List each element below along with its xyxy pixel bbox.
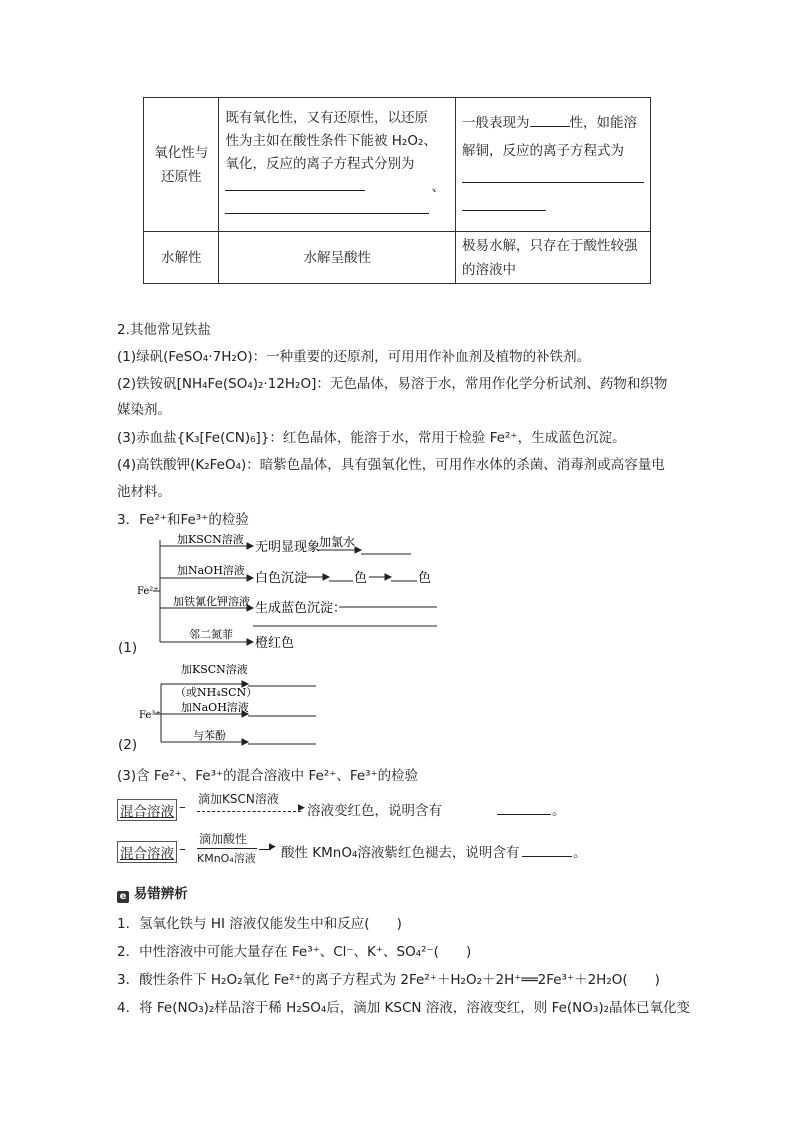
list-item: 4．将 Fe(NO₃)₂样品溶于稀 H₂SO₄后，滴加 KSCN 溶液，溶液变红，则 Fe(NO₃)₂晶体已氧化变 (117, 1000, 690, 1016)
table-row (144, 98, 651, 232)
punctuation: 。 (552, 803, 566, 819)
diagram-label: (2) (118, 737, 138, 753)
row-label-hydrolysis: 水解性 (144, 232, 219, 284)
reagent-label: 加NaOH溶液 (181, 701, 249, 714)
reagent-label: KMnO₄溶液 (197, 852, 256, 865)
color-label: 色 (354, 571, 368, 586)
answer-blank[interactable] (497, 800, 551, 815)
paragraph: (1)绿矾(FeSO₄·7H₂O)：一种重要的还原剂，可用用作补血剂及植物的补铁剂。 (117, 349, 591, 365)
answer-blank[interactable] (522, 842, 572, 857)
list-item: 2．中性溶液中可能大量存在 Fe³⁺、Cl⁻、K⁺、SO₄²⁻( ) (117, 944, 472, 960)
reagent-label: 滴加KSCN溶液 (198, 792, 279, 806)
cell-text (462, 109, 644, 137)
cell-fe3-redox (456, 98, 651, 232)
punctuation: 。 (573, 845, 587, 861)
answer-line (462, 165, 644, 193)
arrow-line (197, 848, 257, 849)
cell-text: 、 (431, 179, 445, 195)
reagent-label: 加NaOH溶液 (177, 564, 245, 577)
color-label: 色 (418, 571, 432, 586)
list-item: 3．酸性条件下 H₂O₂氧化 Fe²⁺的离子方程式为 2Fe²⁺＋H₂O₂＋2H⁺══2Fe³⁺＋2H₂O( ) (117, 972, 660, 988)
cell-fe2-redox (219, 98, 456, 232)
reagent-label: 与苯酚 (193, 729, 226, 742)
paragraph: 池材料。 (117, 484, 171, 500)
list-item: 1．氢氧化铁与 HI 溶液仅能发生中和反应( ) (117, 916, 402, 932)
error-section-header (117, 882, 188, 903)
arrow-head: ▶ (269, 842, 276, 852)
answer-blank[interactable] (225, 176, 365, 191)
diagram-ion: Fe²⁺ (137, 586, 159, 597)
answer-line (225, 199, 449, 222)
result-text: 酸性 KMnO₄溶液紫红色褪去，说明含有 (281, 845, 520, 861)
mixed-test-line-2 (117, 829, 637, 869)
dash: – (179, 841, 186, 857)
diagram-label: (1) (118, 640, 138, 656)
dash: – (179, 799, 186, 815)
properties-table (143, 97, 651, 284)
arrow-line (197, 811, 301, 812)
cell-fe3-hydrolysis (456, 232, 651, 284)
result-label: 白色沉淀 (255, 571, 308, 586)
answer-blank[interactable] (462, 168, 644, 183)
section-title: 3．Fe²⁺和Fe³⁺的检验 (117, 512, 249, 528)
result-label: 生成蓝色沉淀： (255, 601, 347, 616)
mixed-test-line-1 (117, 790, 617, 820)
cell-fe2-hydrolysis: 水解呈酸性 (219, 232, 456, 284)
mixed-solution-box: 混合溶液 (117, 799, 177, 821)
table-row (144, 232, 651, 284)
fe2-test-diagram (117, 532, 457, 660)
paragraph: (4)高铁酸钾(K₂FeO₄)：暗紫色晶体，具有强氧化性，可用作水体的杀菌、消毒剂或高容量电 (117, 457, 665, 473)
cell-text: 极易水解，只存在于酸性较强 (462, 237, 638, 254)
answer-blank[interactable] (225, 199, 429, 214)
error-section-title: 易错辨析 (133, 886, 188, 902)
reagent-label: 加氯水 (319, 535, 356, 549)
result-text: 溶液变红色，说明含有 (307, 803, 442, 819)
paragraph: (2)铁铵矾[NH₄Fe(SO₄)₂·12H₂O]：无色晶体，易溶于水，常用作化学分析试剂、药物和织物 (117, 376, 668, 392)
result-label: 橙红色 (255, 636, 295, 651)
subsection-title: (3)含 Fe²⁺、Fe³⁺的混合溶液中 Fe²⁺、Fe³⁺的检验 (117, 768, 419, 784)
answer-line (462, 193, 644, 221)
diagram-ion: Fe³⁺ (139, 710, 161, 721)
cell-text: 性，如能溶 (569, 114, 637, 131)
reagent-label: 滴加酸性 (199, 832, 248, 846)
reagent-label: 加KSCN溶液 (181, 664, 248, 676)
reagent-label: 邻二氮菲 (189, 628, 233, 641)
cell-text: 氧化性与 (154, 144, 209, 161)
answer-line (225, 176, 449, 199)
cell-text: 解铜，反应的离子方程式为 (462, 142, 624, 159)
section-title: 2.其他常见铁盐 (117, 322, 211, 338)
cell-text: 一般表现为 (462, 114, 530, 131)
reagent-label: 加铁氰化钾溶液 (173, 595, 250, 608)
cell-text: 的溶液中 (462, 261, 516, 278)
reagent-label: 加KSCN溶液 (177, 533, 244, 546)
paragraph: (3)赤血盐{K₃[Fe(CN)₆]}：红色晶体，能溶于水，常用于检验 Fe²⁺，生成蓝色沉淀。 (117, 430, 626, 446)
cell-text: 氧化，反应的离子方程式分别为 (225, 156, 415, 172)
arrow-head: ▶ (298, 803, 305, 813)
cell-text: 性为主如在酸性条件下能被 H₂O₂、 (225, 133, 437, 149)
cell-text: 还原性 (160, 168, 202, 185)
answer-blank[interactable] (462, 196, 546, 211)
fe3-test-diagram (117, 664, 337, 754)
row-label-redox (144, 98, 219, 232)
e-icon: e (117, 891, 129, 903)
answer-blank[interactable] (530, 112, 570, 127)
reagent-label: （或NH₄SCN） (175, 686, 258, 699)
mixed-solution-box: 混合溶液 (117, 841, 177, 863)
result-label: 无明显现象 (255, 540, 321, 555)
cell-text: 既有氧化性，又有还原性，以还原 (225, 110, 428, 126)
paragraph: 媒染剂。 (117, 402, 171, 418)
